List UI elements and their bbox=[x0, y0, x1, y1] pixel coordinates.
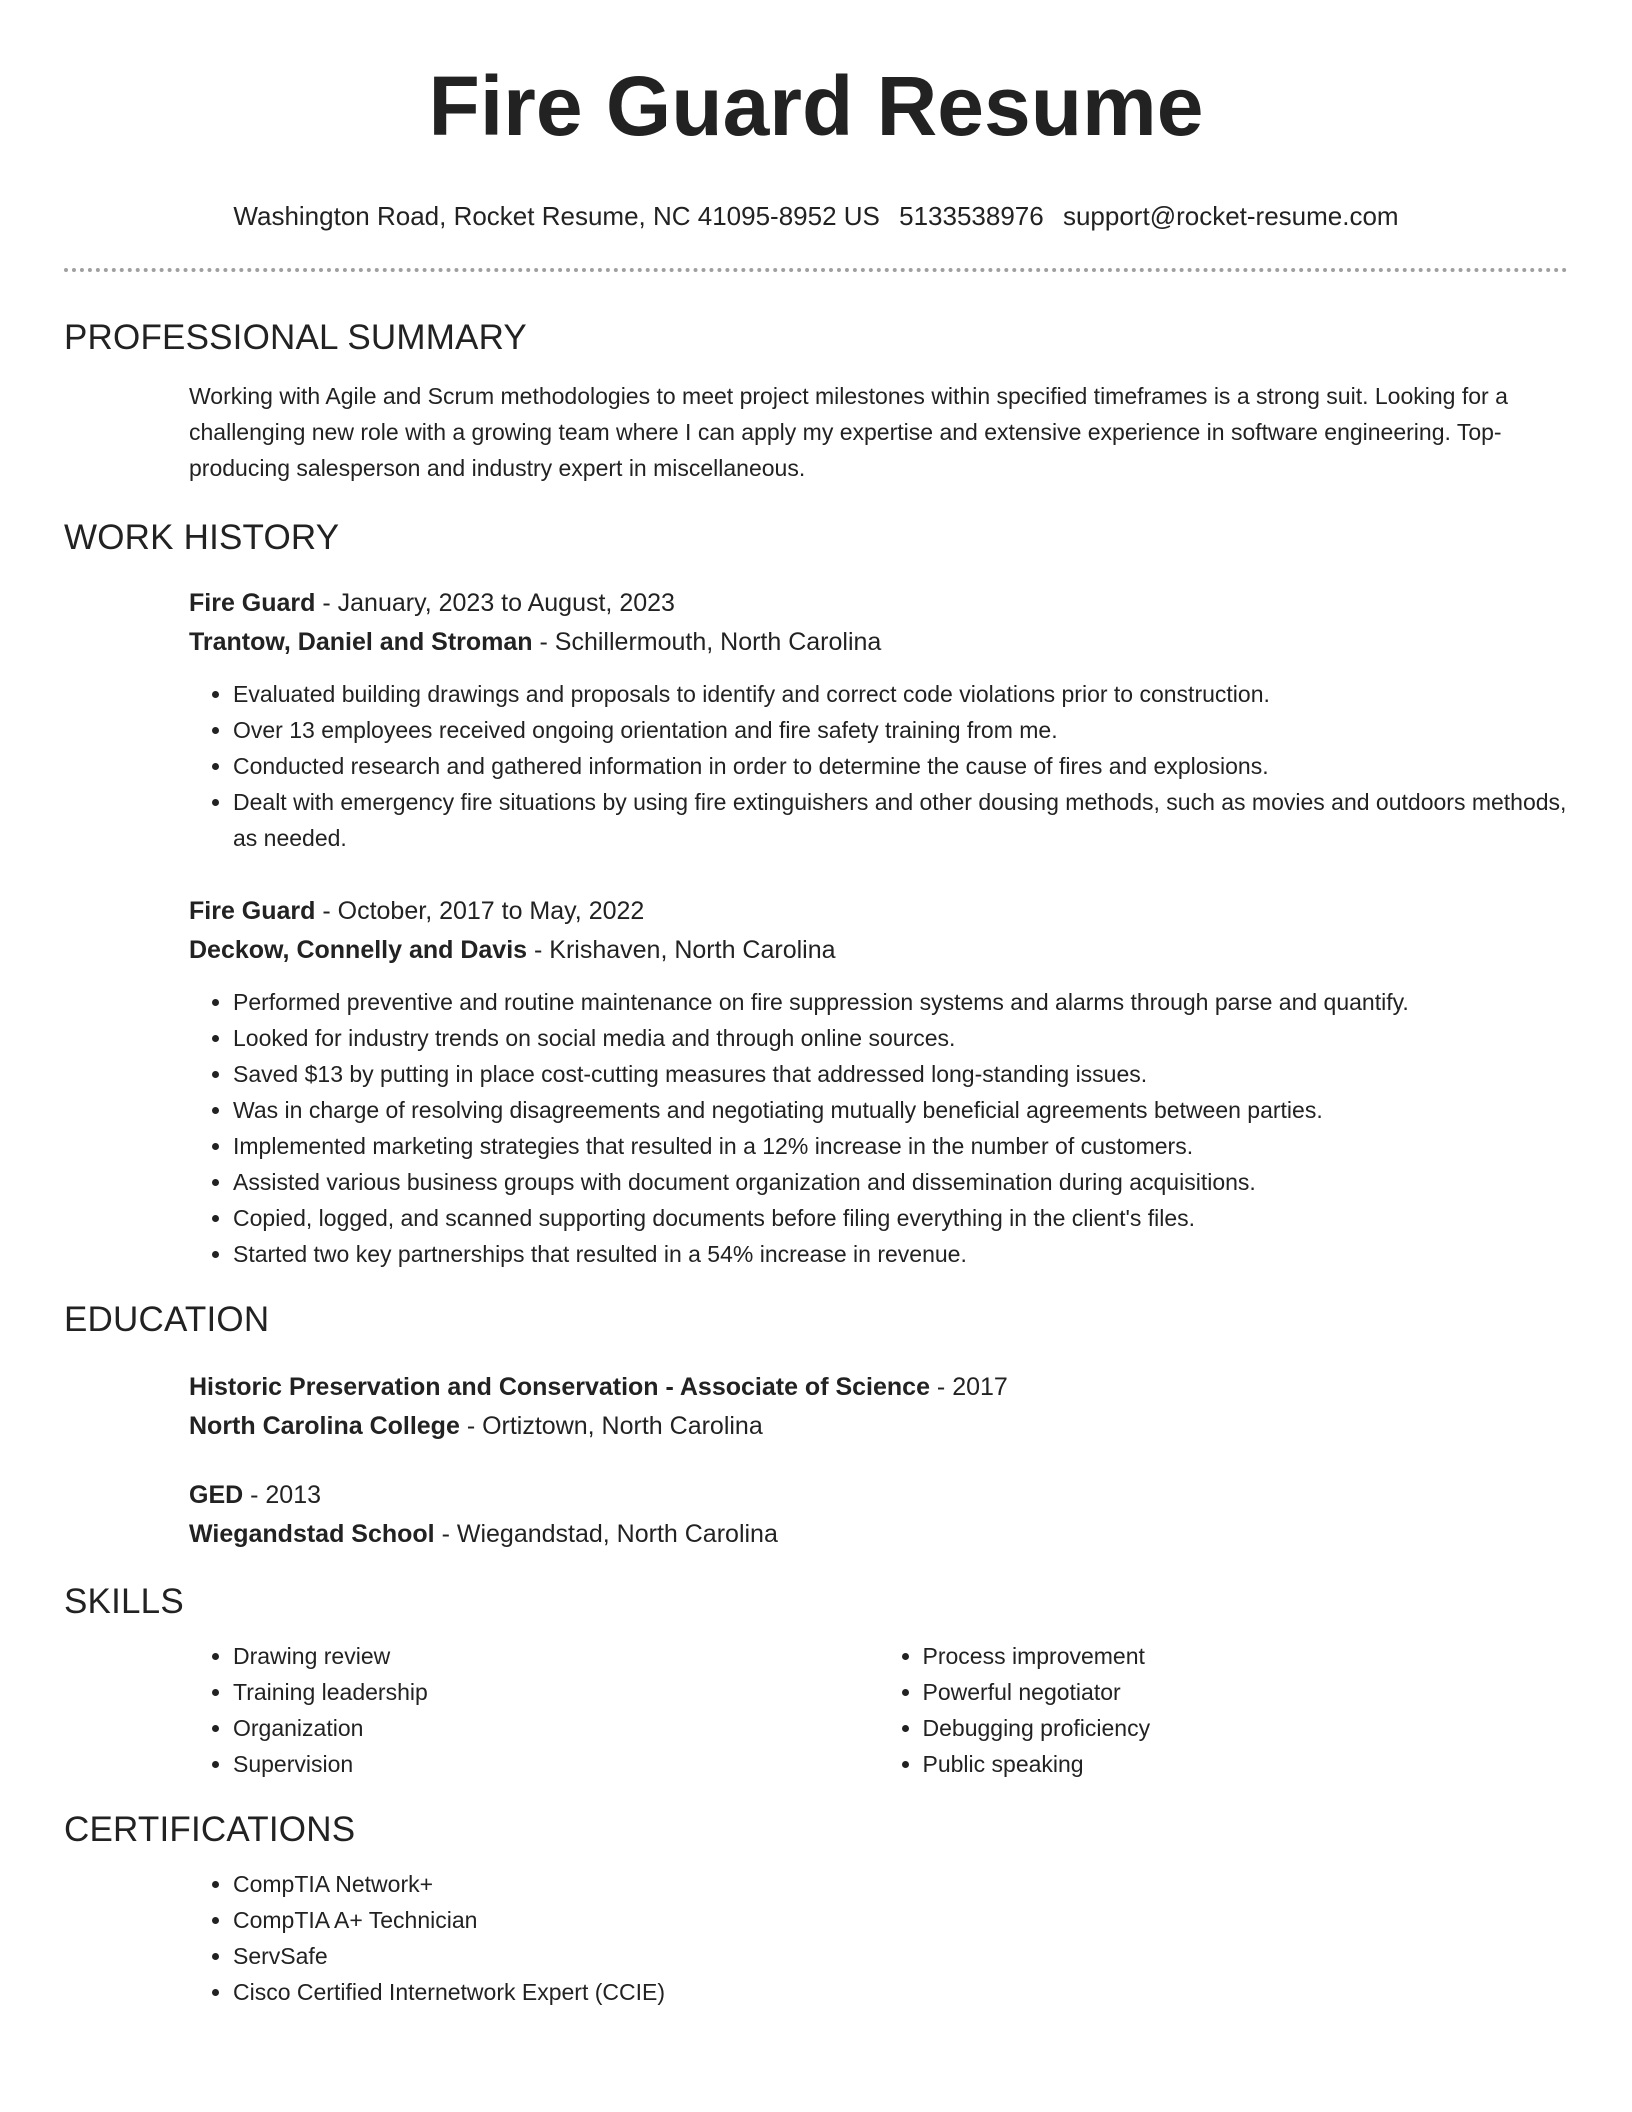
education-entry bbox=[189, 1368, 1568, 1446]
education-degree: Historic Preservation and Conservation - Associate of Science bbox=[189, 1373, 930, 1401]
summary-heading: PROFESSIONAL SUMMARY bbox=[64, 318, 527, 357]
job-entry bbox=[189, 584, 1568, 856]
job-title-line bbox=[189, 584, 1568, 623]
resume-title: Fire Guard Resume bbox=[428, 59, 1204, 153]
certification-item: • Cisco Certified Internetwork Expert (CCIE) bbox=[233, 1974, 1568, 2010]
job-role: Fire Guard bbox=[189, 589, 316, 617]
job-company-line bbox=[189, 623, 1568, 662]
education-degree-line bbox=[189, 1476, 1568, 1515]
skills-section bbox=[189, 1638, 1568, 1782]
contact-phone: 5133538976 bbox=[899, 201, 1044, 231]
header-divider bbox=[64, 268, 1568, 272]
certifications-section bbox=[189, 1866, 1568, 2010]
education-school: North Carolina College bbox=[189, 1412, 460, 1440]
education-location: - Ortiztown, North Carolina bbox=[459, 1412, 763, 1440]
skills-heading: SKILLS bbox=[64, 1582, 184, 1621]
education-school-line bbox=[189, 1515, 1568, 1554]
skills-column-left bbox=[189, 1638, 879, 1782]
job-bullet: • Implemented marketing strategies that resulted in a 12% increase in the number of customers. bbox=[233, 1128, 1568, 1164]
education-degree-line bbox=[189, 1368, 1568, 1407]
education-entry bbox=[189, 1476, 1568, 1554]
work-history-list bbox=[189, 584, 1568, 1272]
education-location: - Wiegandstad, North Carolina bbox=[434, 1520, 778, 1548]
job-bullet: • Performed preventive and routine maintenance on fire suppression systems and alarms through parse and quantify. bbox=[233, 984, 1568, 1020]
certifications-list bbox=[189, 1866, 1568, 2010]
job-bullet: • Was in charge of resolving disagreements and negotiating mutually beneficial agreements between parties. bbox=[233, 1092, 1568, 1128]
job-dates: - October, 2017 to May, 2022 bbox=[315, 897, 645, 925]
education-school: Wiegandstad School bbox=[189, 1520, 435, 1548]
certification-item: • CompTIA Network+ bbox=[233, 1866, 1568, 1902]
job-company: Trantow, Daniel and Stroman bbox=[189, 628, 533, 656]
work-history-heading: WORK HISTORY bbox=[64, 518, 340, 557]
education-year: - 2013 bbox=[243, 1481, 322, 1509]
certifications-heading: CERTIFICATIONS bbox=[64, 1810, 356, 1849]
education-year: - 2017 bbox=[929, 1373, 1008, 1401]
job-title-line bbox=[189, 892, 1568, 931]
skill-item: • Drawing review bbox=[233, 1638, 879, 1674]
certification-item: • CompTIA A+ Technician bbox=[233, 1902, 1568, 1938]
education-list bbox=[189, 1368, 1568, 1554]
job-role: Fire Guard bbox=[189, 897, 316, 925]
summary-text: Working with Agile and Scrum methodologies to meet project milestones within specified timeframes is a strong suit. Looking for a challenging new role with a growing team where I can apply my expertise and extensive experience in software engineering. Top-producing salesperson and industry expert in miscellaneous. bbox=[189, 383, 1508, 481]
job-bullet: • Looked for industry trends on social media and through online sources. bbox=[233, 1020, 1568, 1056]
job-bullet: • Copied, logged, and scanned supporting documents before filing everything in the client's files. bbox=[233, 1200, 1568, 1236]
education-school-line bbox=[189, 1407, 1568, 1446]
contact-line bbox=[64, 198, 1568, 234]
job-bullets bbox=[189, 984, 1568, 1272]
skill-item: • Supervision bbox=[233, 1746, 879, 1782]
job-bullet: • Conducted research and gathered information in order to determine the cause of fires and explosions. bbox=[233, 748, 1568, 784]
contact-address: Washington Road, Rocket Resume, NC 41095-8952 US bbox=[233, 201, 880, 231]
certification-item: • ServSafe bbox=[233, 1938, 1568, 1974]
job-bullet: • Evaluated building drawings and proposals to identify and correct code violations prior to construction. bbox=[233, 676, 1568, 712]
skill-item: • Organization bbox=[233, 1710, 879, 1746]
job-location: - Krishaven, North Carolina bbox=[527, 936, 836, 964]
skill-item: • Debugging proficiency bbox=[923, 1710, 1569, 1746]
job-dates: - January, 2023 to August, 2023 bbox=[315, 589, 675, 617]
job-bullet: • Over 13 employees received ongoing orientation and fire safety training from me. bbox=[233, 712, 1568, 748]
contact-email: support@rocket-resume.com bbox=[1062, 201, 1399, 231]
job-bullet: • Dealt with emergency fire situations by using fire extinguishers and other dousing methods, such as movies and outdoors methods, as needed. bbox=[233, 784, 1568, 856]
skill-item: • Public speaking bbox=[923, 1746, 1569, 1782]
education-degree: GED bbox=[189, 1481, 244, 1509]
skills-grid bbox=[189, 1638, 1568, 1782]
job-company-line bbox=[189, 931, 1568, 970]
job-bullets bbox=[189, 676, 1568, 856]
job-location: - Schillermouth, North Carolina bbox=[532, 628, 882, 656]
skills-column-right bbox=[879, 1638, 1569, 1782]
skill-item: • Powerful negotiator bbox=[923, 1674, 1569, 1710]
skill-item: • Process improvement bbox=[923, 1638, 1569, 1674]
education-heading: EDUCATION bbox=[64, 1300, 270, 1339]
job-entry bbox=[189, 892, 1568, 1272]
job-bullet: • Assisted various business groups with document organization and dissemination during acquisitions. bbox=[233, 1164, 1568, 1200]
job-bullet: • Started two key partnerships that resulted in a 54% increase in revenue. bbox=[233, 1236, 1568, 1272]
job-company: Deckow, Connelly and Davis bbox=[189, 936, 528, 964]
skill-item: • Training leadership bbox=[233, 1674, 879, 1710]
job-bullet: • Saved $13 by putting in place cost-cutting measures that addressed long-standing issues. bbox=[233, 1056, 1568, 1092]
